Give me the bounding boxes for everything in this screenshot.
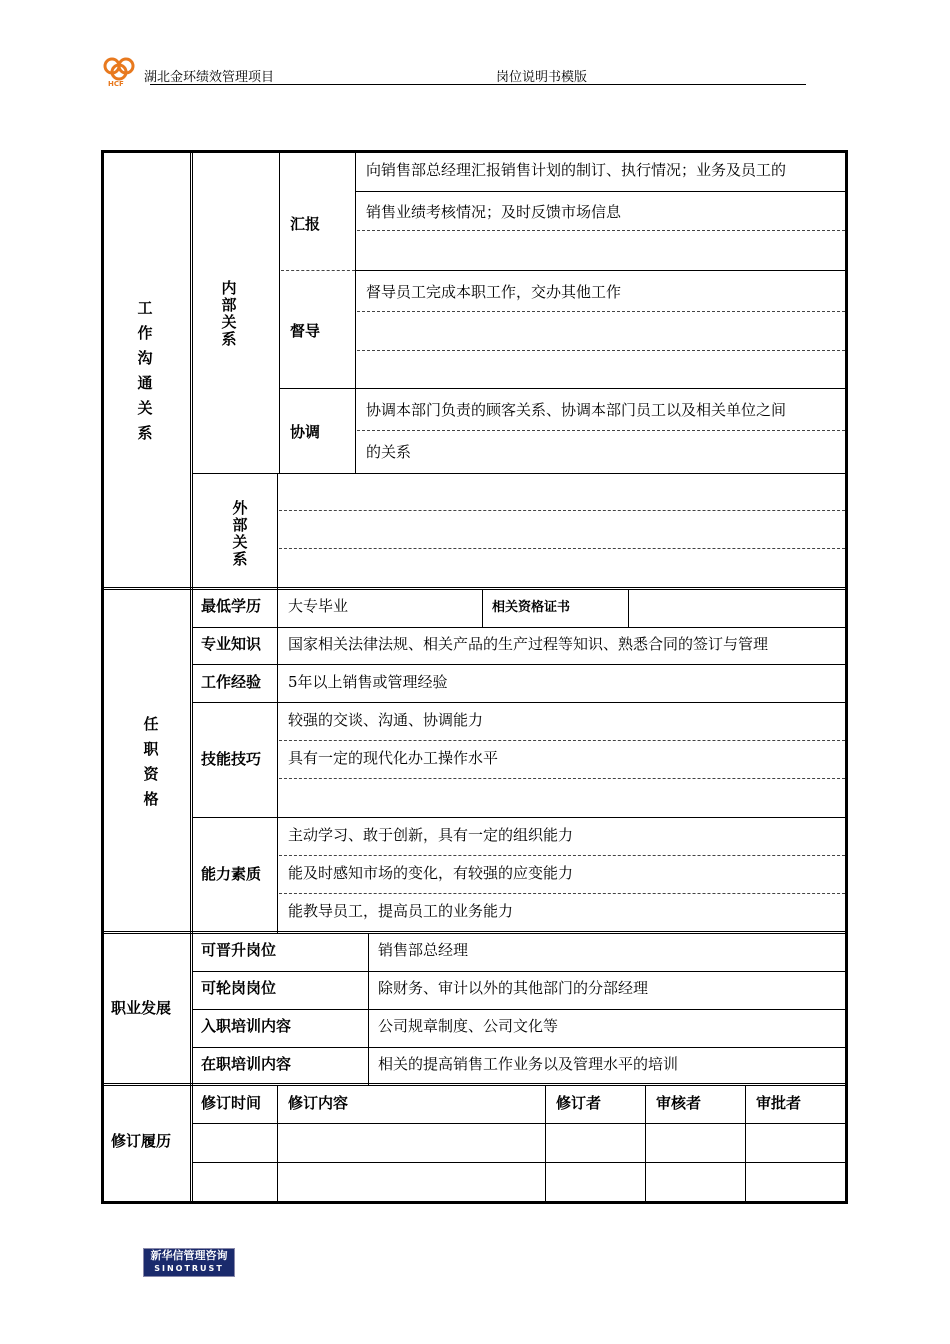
header-logo	[101, 55, 137, 89]
row-line	[193, 1047, 845, 1048]
row-line	[355, 191, 845, 192]
header-doc-title: 岗位说明书模版	[496, 70, 588, 85]
career-row-value: 销售部总经理	[378, 941, 469, 959]
row-line	[193, 1162, 845, 1163]
write-line	[279, 510, 845, 511]
row-line	[193, 627, 845, 628]
career-row-label: 可晋升岗位	[201, 941, 277, 959]
supervise-line: 督导员工完成本职工作，交办其他工作	[366, 283, 622, 301]
revision-col-header: 修订者	[556, 1094, 602, 1112]
ability-item: 能教导员工，提高员工的业务能力	[288, 902, 514, 920]
report-line-1: 向销售部总经理汇报销售计划的制订、执行情况；业务及员工的	[366, 161, 787, 179]
write-line	[279, 893, 845, 894]
supervise-label: 督导	[290, 322, 321, 340]
write-line	[279, 778, 845, 779]
col-divider-3	[355, 153, 356, 473]
revision-col-header: 审核者	[656, 1094, 702, 1112]
write-line	[279, 855, 845, 856]
section-title-qualifications: 任 职 资 格	[143, 715, 159, 808]
header-company: 湖北金环绩效管理项目	[144, 70, 275, 85]
section-title-communication: 工 作 沟 通 关 系	[137, 299, 153, 442]
row-line	[193, 473, 845, 474]
career-row-label: 入职培训内容	[201, 1017, 292, 1035]
knowledge-label: 专业知识	[201, 635, 262, 653]
ability-label: 能力素质	[201, 865, 262, 883]
section-line	[104, 931, 845, 932]
row-line	[193, 817, 845, 818]
row-dash	[281, 270, 355, 271]
coordinate-label: 协调	[290, 423, 321, 441]
col-divider-cert	[482, 589, 483, 627]
internal-relations-label: 内 部 关 系	[221, 279, 237, 348]
skill-item: 较强的交谈、沟通、协调能力	[288, 711, 484, 729]
header-rule	[150, 84, 806, 85]
col-divider-1	[190, 153, 191, 1202]
revision-col-header: 修订内容	[288, 1094, 349, 1112]
row-line	[193, 664, 845, 665]
col-divider-rev3	[645, 1085, 646, 1202]
coordinate-line-2: 的关系	[366, 443, 412, 461]
career-row-value: 相关的提高销售工作业务以及管理水平的培训	[378, 1055, 679, 1073]
col-divider-rev2	[545, 1085, 546, 1202]
revision-col-header: 审批者	[756, 1094, 802, 1112]
write-line	[279, 548, 845, 549]
logo-text: HCF	[108, 80, 124, 88]
education-value: 大专毕业	[288, 597, 349, 615]
ability-item: 能及时感知市场的变化，有较强的应变能力	[288, 864, 574, 882]
write-line	[357, 311, 845, 312]
report-label: 汇报	[290, 215, 321, 233]
skills-label: 技能技巧	[201, 750, 262, 768]
col-divider-2	[279, 153, 280, 473]
career-row-value: 公司规章制度、公司文化等	[378, 1017, 559, 1035]
career-row-label: 可轮岗岗位	[201, 979, 277, 997]
section-line-b	[104, 933, 845, 934]
row-line	[193, 971, 845, 972]
section-title-career: 职业发展	[111, 999, 172, 1017]
row-line	[193, 1123, 845, 1124]
write-line	[357, 430, 845, 431]
col-divider-cert2	[628, 589, 629, 627]
row-line	[279, 388, 845, 389]
certificate-label: 相关资格证书	[492, 600, 571, 615]
section-line	[104, 1083, 845, 1084]
knowledge-value: 国家相关法律法规、相关产品的生产过程等知识、熟悉合同的签订与管理	[288, 635, 769, 653]
footer-logo-en: SINOTRUST	[154, 1264, 224, 1273]
write-line	[357, 230, 845, 231]
col-divider-1b	[192, 153, 193, 1202]
footer-logo-cn: 新华信管理咨询	[150, 1249, 228, 1262]
col-divider-rev1	[277, 1085, 278, 1202]
row-line	[193, 1009, 845, 1010]
write-line	[279, 740, 845, 741]
experience-value: 5年以上销售或管理经验	[288, 673, 448, 691]
section-line-b	[104, 1085, 845, 1086]
footer-logo	[143, 1248, 235, 1277]
revision-col-header: 修订时间	[201, 1094, 262, 1112]
section-line-b	[104, 589, 845, 590]
section-title-revision: 修订履历	[111, 1132, 172, 1150]
career-row-label: 在职培训内容	[201, 1055, 292, 1073]
row-line	[193, 702, 845, 703]
career-row-value: 除财务、审计以外的其他部门的分部经理	[378, 979, 649, 997]
experience-label: 工作经验	[201, 673, 262, 691]
col-divider-rev4	[745, 1085, 746, 1202]
section-line	[104, 587, 845, 588]
coordinate-line-1: 协调本部门负责的顾客关系、协调本部门员工以及相关单位之间	[366, 401, 787, 419]
row-line	[355, 270, 845, 271]
ability-item: 主动学习、敢于创新，具有一定的组织能力	[288, 826, 574, 844]
education-label: 最低学历	[201, 597, 262, 615]
report-line-2: 销售业绩考核情况；及时反馈市场信息	[366, 203, 622, 221]
col-divider-qual	[277, 473, 278, 933]
write-line	[357, 350, 845, 351]
skill-item: 具有一定的现代化办工操作水平	[288, 749, 499, 767]
external-relations-label: 外 部 关 系	[232, 499, 248, 568]
